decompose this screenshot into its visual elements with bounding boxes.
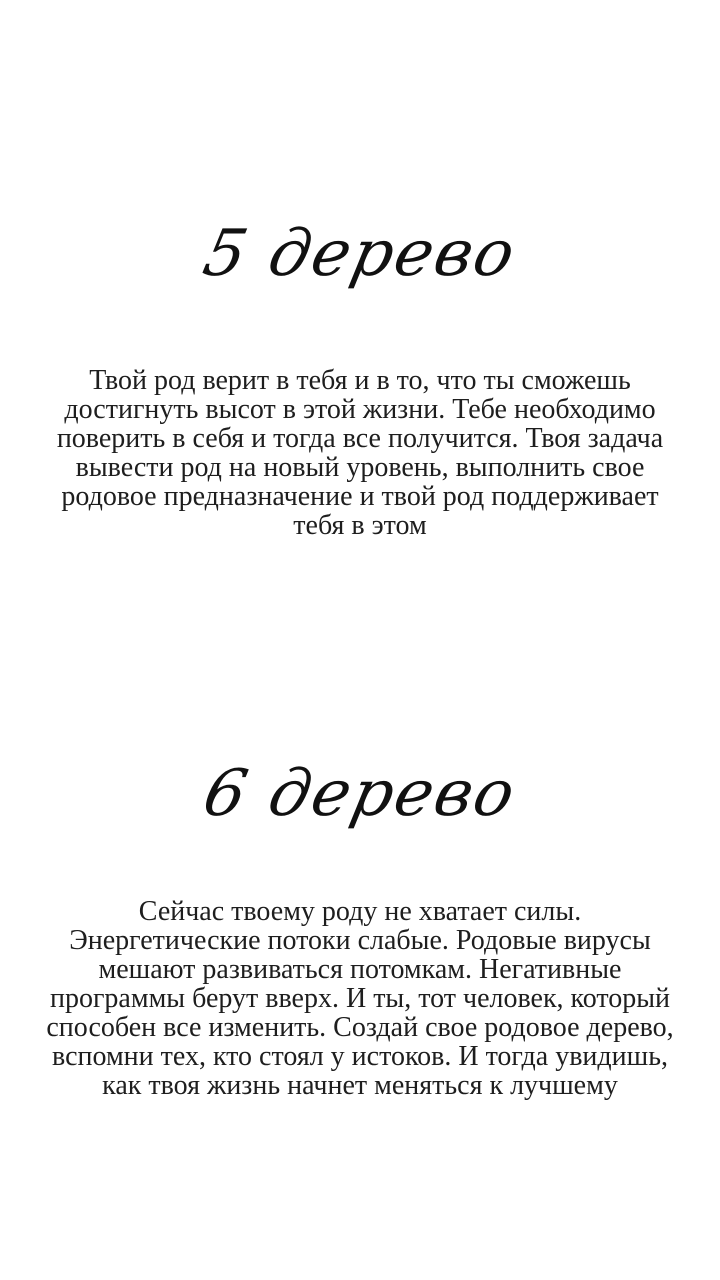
- section-5-text: Твой род верит в тебя и в то, что ты сможешь достигнуть высот в этой жизни. Тебе необходимо поверить в себя и тогда все получится. Твоя задача вывести род на новый уровень, выполнить свое родовое предназначение и твой род поддерживает тебя в этом: [56, 365, 664, 541]
- section-6-text: Сейчас твоему роду не хватает силы. Энергетические потоки слабые. Родовые вирусы мешают развиваться потомкам. Негативные программы берут вверх. И ты, тот человек, который способен все изменить. Создай свое родовое дерево, вспомни тех, кто стоял у истоков. И тогда увидишь, как твоя жизнь начнет меняться к лучшему: [46, 896, 674, 1101]
- section-6-heading: 6 дерево: [197, 757, 523, 831]
- section-5-heading: 5 дерево: [197, 217, 523, 291]
